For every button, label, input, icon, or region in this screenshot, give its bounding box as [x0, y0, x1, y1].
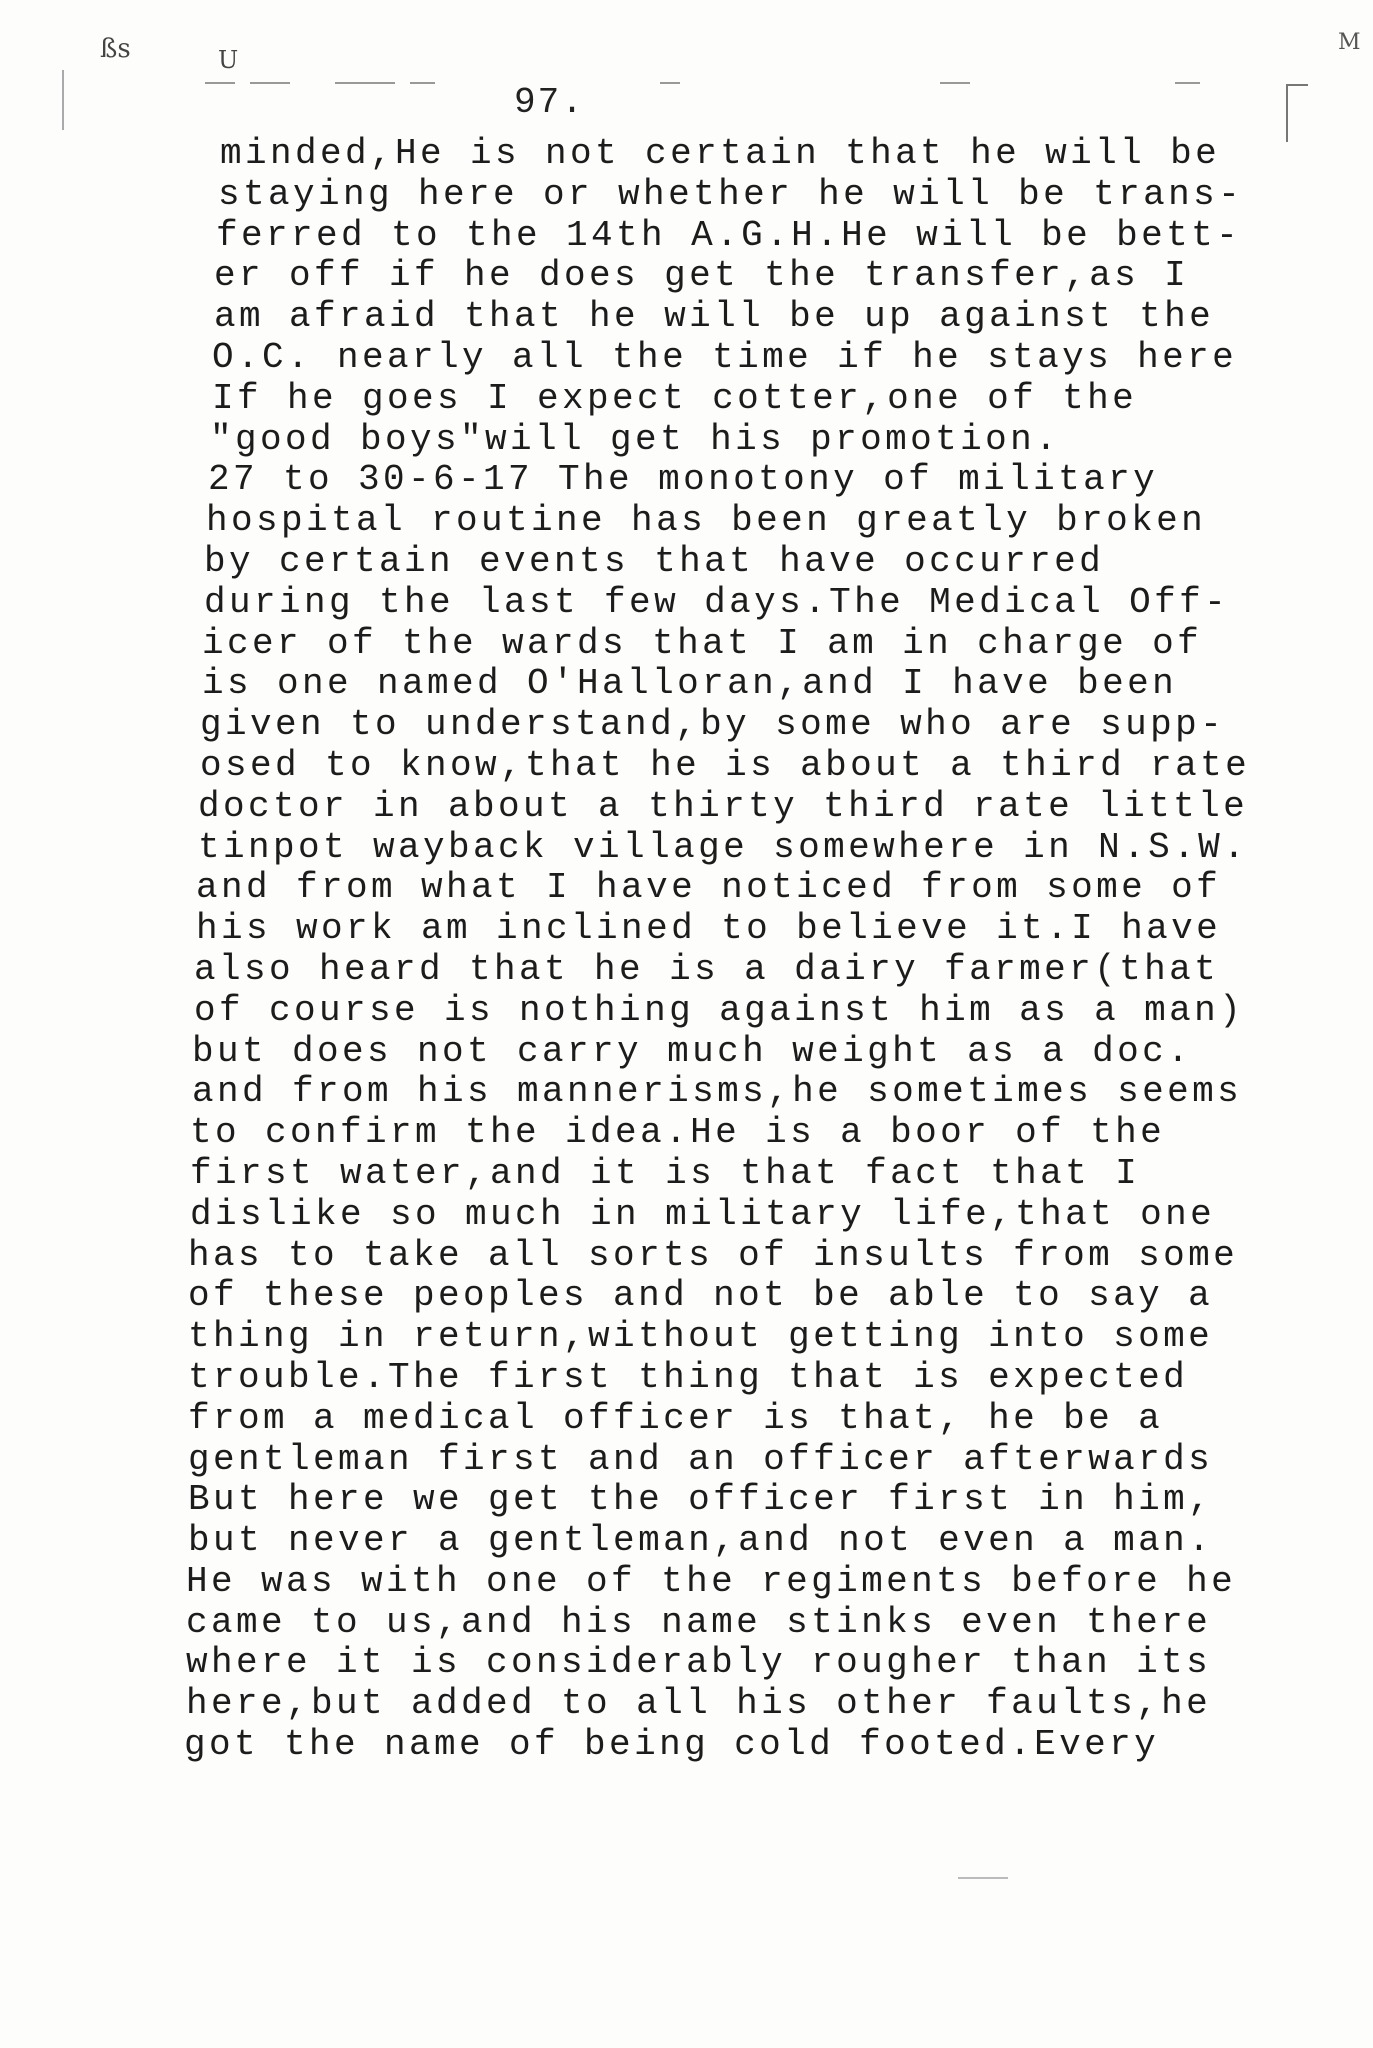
text-line: also heard that he is a dairy farmer(that	[194, 948, 1220, 990]
text-line: ferred to the 14th A.G.H.He will be bett-	[216, 214, 1242, 256]
scan-dash	[660, 82, 680, 84]
scan-mark-right: M	[1338, 30, 1361, 55]
date-entry-line: 27 to 30-6-17 The monotony of military	[208, 459, 1159, 501]
page-number: 97.	[514, 82, 585, 123]
text-line: But here we get the officer first in him,	[188, 1479, 1214, 1521]
text-line: O.C. nearly all the time if he stays here	[212, 336, 1238, 378]
text-line: of course is nothing against him as a man)	[194, 989, 1245, 1031]
text-line: If he goes I expect cotter,one of the	[212, 377, 1138, 419]
scan-mark-u: U	[218, 46, 239, 74]
text-line: gentleman first and an officer afterwards	[188, 1438, 1214, 1480]
text-line: tinpot wayback village somewhere in N.S.W.	[198, 826, 1249, 868]
text-line: am afraid that he will be up against the	[214, 296, 1215, 338]
text-line: to confirm the idea.He is a boor of the	[190, 1112, 1166, 1154]
text-line: doctor in about a thirty third rate little	[198, 785, 1249, 827]
text-line: hospital routine has been greatly broken	[206, 500, 1207, 542]
scan-dash	[1175, 82, 1200, 84]
text-line: osed to know,that he is about a third rate	[200, 744, 1251, 786]
text-line: er off if he does get the transfer,as I	[214, 255, 1190, 297]
scan-dash	[335, 82, 395, 84]
scan-edge-left	[62, 70, 64, 130]
text-line: came to us,and his name stinks even there	[186, 1601, 1212, 1643]
text-line: of these peoples and not be able to say a	[188, 1275, 1214, 1317]
scan-edge-right	[1286, 86, 1288, 142]
text-line: but never a gentleman,and not even a man.	[188, 1520, 1214, 1562]
scan-dash	[205, 82, 235, 84]
text-line: staying here or whether he will be trans-	[218, 173, 1244, 215]
text-line: minded,He is not certain that he will be	[220, 133, 1221, 174]
text-line: He was with one of the regiments before he	[186, 1560, 1237, 1602]
typed-text-body	[184, 133, 1251, 1766]
scan-edge-right-top	[1286, 84, 1308, 86]
text-line: trouble.The first thing that is expected	[188, 1356, 1189, 1398]
text-line: and from his mannerisms,he sometimes seems	[192, 1071, 1243, 1113]
text-line: icer of the wards that I am in charge of	[202, 622, 1203, 664]
text-line: by certain events that have occurred	[204, 540, 1105, 582]
scan-dash	[410, 82, 435, 84]
text-line: first water,and it is that fact that I	[190, 1152, 1141, 1194]
text-line: got the name of being cold footed.Every	[184, 1724, 1160, 1766]
text-line: here,but added to all his other faults,he	[186, 1683, 1212, 1725]
scan-artifacts	[0, 30, 1373, 90]
text-line: but does not carry much weight as a doc.	[192, 1030, 1193, 1072]
text-line: has to take all sorts of insults from some	[188, 1234, 1239, 1276]
text-line: given to understand,by some who are supp-	[200, 704, 1226, 746]
scan-dash	[250, 82, 290, 84]
text-line: is one named O'Halloran,and I have been	[202, 663, 1178, 705]
scan-mark-bottom	[958, 1877, 1008, 1879]
text-line: his work am inclined to believe it.I have	[196, 908, 1222, 950]
text-line: during the last few days.The Medical Off-	[204, 581, 1230, 623]
text-line: and from what I have noticed from some of	[196, 867, 1222, 909]
text-line: thing in return,without getting into some	[188, 1316, 1214, 1358]
text-line: dislike so much in military life,that one	[190, 1193, 1216, 1235]
text-line: where it is considerably rougher than its	[186, 1642, 1212, 1684]
scan-dash	[940, 82, 970, 84]
text-line: "good boys"will get his promotion.	[210, 418, 1061, 460]
text-line: from a medical officer is that, he be a	[188, 1397, 1164, 1439]
scan-mark-left: ßs	[100, 34, 131, 64]
